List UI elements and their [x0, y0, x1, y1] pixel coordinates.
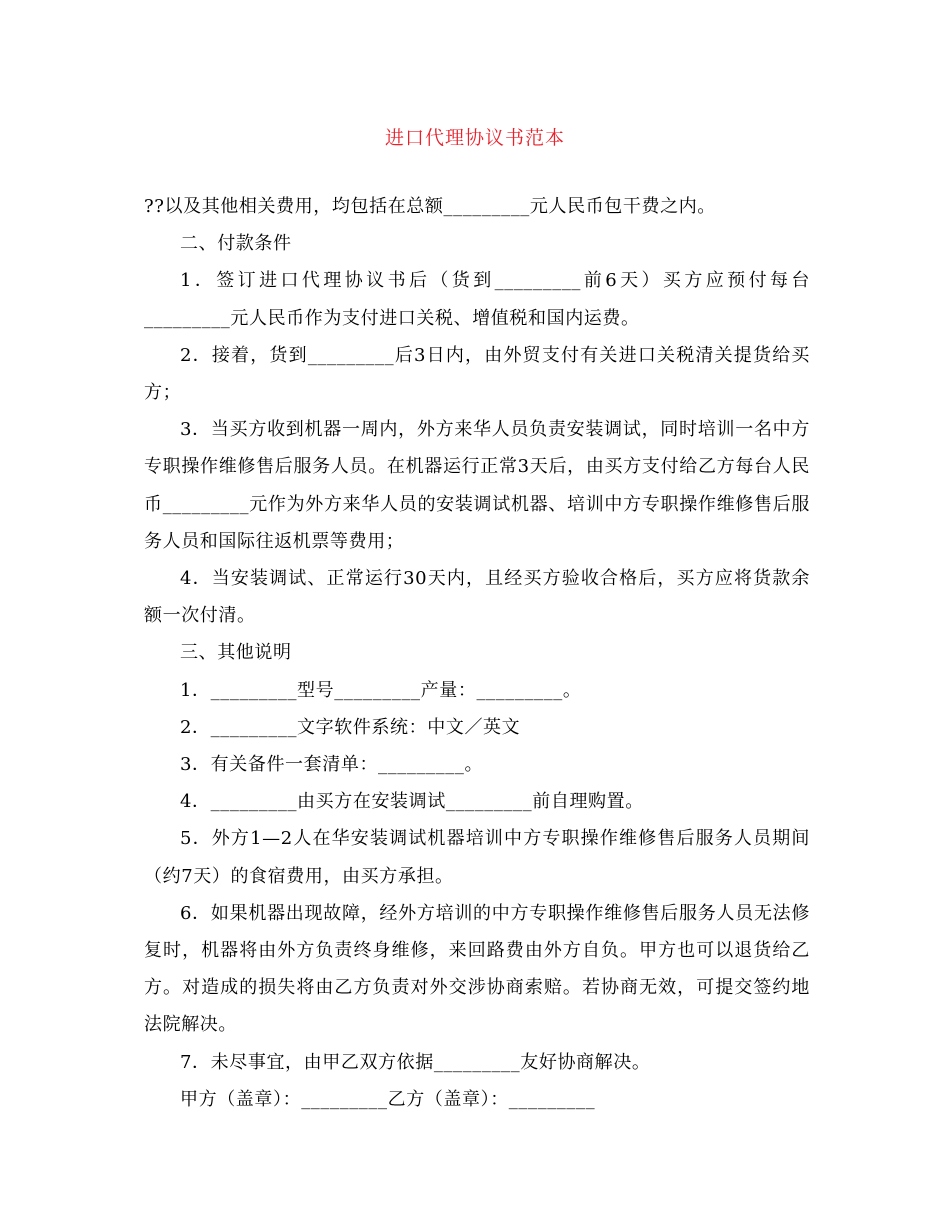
note-item-3: 3．有关备件一套清单：_________。 — [180, 754, 484, 776]
note-item-1: 1．_________型号_________产量：_________。 — [180, 679, 582, 701]
document-title: 进口代理协议书范本 — [384, 127, 565, 149]
note-item-5: 5．外方1—2人在华安装调试机器培训中方专职操作维修售后服务人员期间（约7天）的食宿费用，由买方承担。 — [144, 828, 810, 887]
payment-clause-1: 1．签订进口代理协议书后（货到_________前6天）买方应预付每台_________元人民币作为支付进口关税、增值税和国内运费。 — [144, 270, 810, 329]
payment-clause-3: 3．当买方收到机器一周内，外方来华人员负责安装调试，同时培训一名中方专职操作维修售后服务人员。在机器运行正常3天后，由买方支付给乙方每台人民币_________元作为外方来华人员的安装调试机器、培训中方专职操作维修售后服务人员和国际往返机票等费用； — [144, 419, 810, 552]
note-item-7: 7．未尽事宜，由甲乙双方依据_________友好协商解决。 — [180, 1051, 651, 1073]
payment-clause-4: 4．当安装调试、正常运行30天内，且经买方验收合格后，买方应将货款余额一次付清。 — [144, 568, 810, 627]
note-item-6: 6．如果机器出现故障，经外方培训的中方专职操作维修售后服务人员无法修复时，机器将由外方负责终身维修，来回路费由外方自负。甲方也可以退货给乙方。对造成的损失将由乙方负责对外交涉协商索赔。若协商无效，可提交签约地法院解决。 — [144, 902, 810, 1036]
note-item-4: 4．_________由买方在安装调试_________前自理购置。 — [180, 791, 644, 813]
note-item-2: 2．_________文字软件系统：中文／英文 — [180, 716, 521, 738]
section-heading-other-notes: 三、其他说明 — [180, 642, 292, 664]
paragraph-fee-total: ??以及其他相关费用，均包括在总额_________元人民币包干费之内。 — [144, 196, 716, 217]
signature-line: 甲方（盖章）：_________乙方（盖章）：_________ — [180, 1088, 596, 1110]
document-body — [144, 188, 810, 1118]
payment-clause-2: 2．接着，货到_________后3日内，由外贸支付有关进口关税清关提货给买方； — [144, 344, 810, 404]
section-heading-payment-terms: 二、付款条件 — [180, 233, 292, 255]
